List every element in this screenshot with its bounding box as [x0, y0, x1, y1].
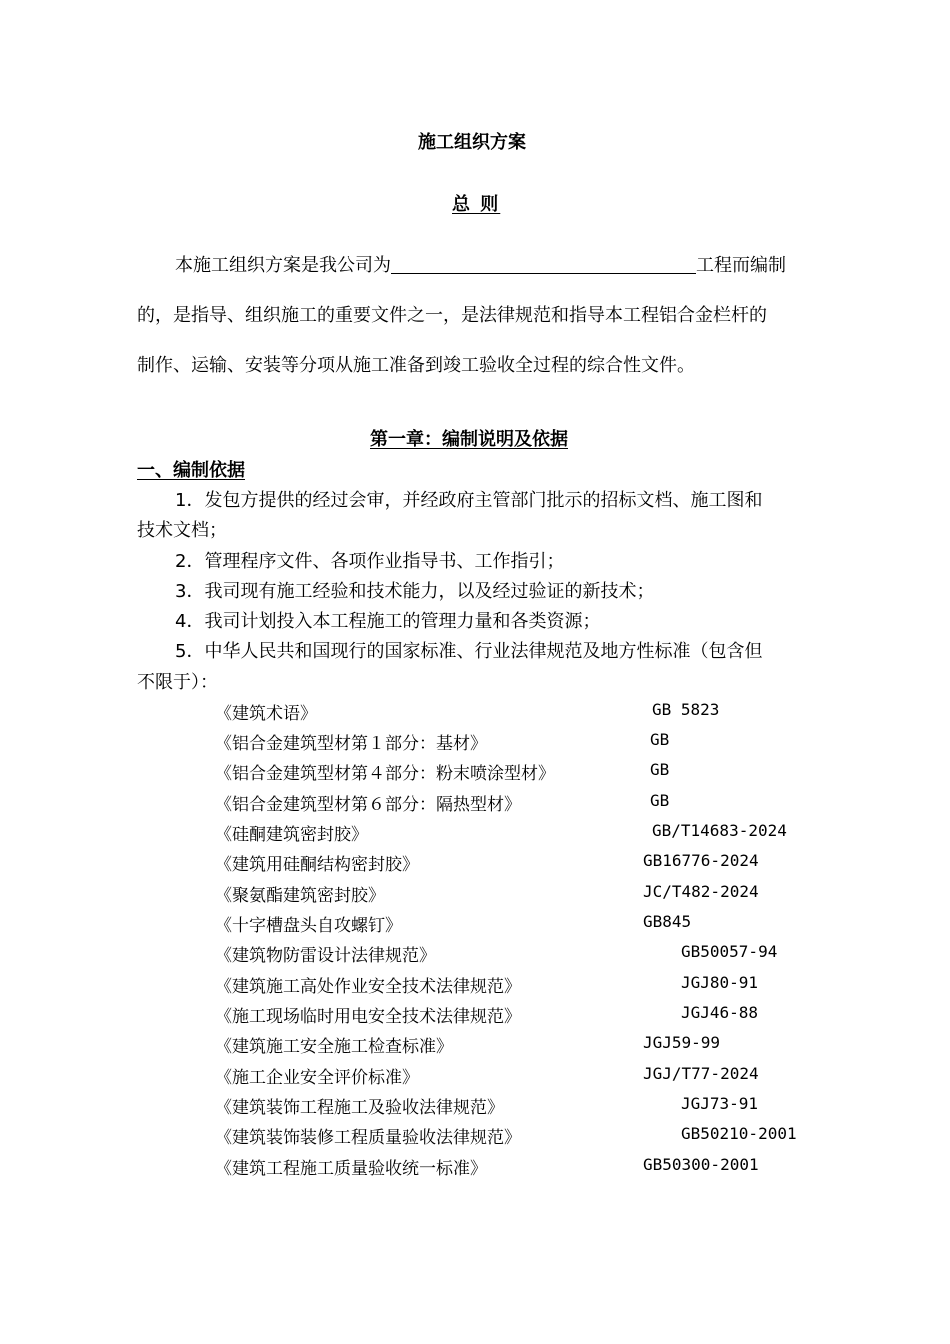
standard-code: JGJ73-91: [681, 1094, 759, 1113]
standard-name: 《施工现场临时用电安全技术法律规范》: [215, 1007, 521, 1027]
standard-name: 《建筑装饰装修工程质量验收法律规范》: [215, 1128, 521, 1148]
standard-code: GB50300-2001: [643, 1155, 759, 1174]
standard-code: JC/T482-2024: [643, 882, 759, 901]
intro-line-1-before: 本施工组织方案是我公司为: [175, 255, 391, 276]
standard-name: 《建筑工程施工质量验收统一标准》: [215, 1159, 487, 1179]
standard-code: GB50210-2001: [681, 1124, 797, 1143]
subsection-compile-basis: 一、编制依据: [137, 460, 245, 481]
basis-item-1-cont: 技术文档；: [137, 520, 227, 541]
project-name-blank: [391, 253, 696, 274]
section-title: 总 则: [452, 194, 501, 215]
intro-line-2: 的，是指导、组织施工的重要文件之一，是法律规范和指导本工程铝合金栏杆的: [137, 305, 767, 326]
standard-name: 《建筑用硅酮结构密封胶》: [215, 855, 419, 875]
basis-item-1: 1．发包方提供的经过会审，并经政府主管部门批示的招标文档、施工图和: [175, 490, 763, 511]
chapter-1-title: 第一章：编制说明及依据: [370, 429, 568, 450]
intro-line-1-after: 工程而编制: [696, 255, 786, 276]
standard-name: 《建筑施工高处作业安全技术法律规范》: [215, 977, 521, 997]
intro-line-1: [175, 251, 786, 277]
standard-code: GB: [650, 791, 670, 810]
standard-name: 《聚氨酯建筑密封胶》: [215, 886, 385, 906]
basis-item-5-cont: 不限于）：: [137, 672, 218, 693]
standard-name: 《铝合金建筑型材第１部分：基材》: [215, 734, 487, 754]
standard-name: 《建筑施工安全施工检查标准》: [215, 1037, 453, 1057]
standard-name: 《施工企业安全评价标准》: [215, 1068, 419, 1088]
basis-item-3: 3．我司现有施工经验和技术能力，以及经过验证的新技术；: [175, 581, 655, 602]
standard-code: GB: [650, 760, 670, 779]
standard-code: JGJ46-88: [681, 1003, 759, 1022]
standard-code: GB50057-94: [681, 942, 778, 961]
standard-code: GB16776-2024: [643, 851, 759, 870]
standard-name: 《铝合金建筑型材第６部分：隔热型材》: [215, 795, 521, 815]
standard-code: JGJ80-91: [681, 973, 759, 992]
standard-name: 《硅酮建筑密封胶》: [215, 825, 368, 845]
standard-code: GB 5823: [652, 700, 720, 719]
standard-code: JGJ/T77-2024: [643, 1064, 759, 1083]
standard-code: GB845: [643, 912, 692, 931]
standard-name: 《建筑装饰工程施工及验收法律规范》: [215, 1098, 504, 1118]
basis-item-4: 4．我司计划投入本工程施工的管理力量和各类资源；: [175, 611, 601, 632]
basis-item-5: 5．中华人民共和国现行的国家标准、行业法律规范及地方性标准（包含但: [175, 641, 763, 662]
standard-code: GB/T14683-2024: [652, 821, 787, 840]
standard-name: 《十字槽盘头自攻螺钉》: [215, 916, 402, 936]
intro-line-3: 制作、运输、安装等分项从施工准备到竣工验收全过程的综合性文件。: [137, 355, 695, 376]
standard-name: 《建筑物防雷设计法律规范》: [215, 946, 436, 966]
standard-name: 《铝合金建筑型材第４部分：粉末喷涂型材》: [215, 764, 555, 784]
standard-name: 《建筑术语》: [215, 704, 317, 724]
basis-item-2: 2．管理程序文件、各项作业指导书、工作指引；: [175, 551, 565, 572]
standard-code: GB: [650, 730, 670, 749]
document-title: 施工组织方案: [418, 132, 526, 153]
standard-code: JGJ59-99: [643, 1033, 721, 1052]
